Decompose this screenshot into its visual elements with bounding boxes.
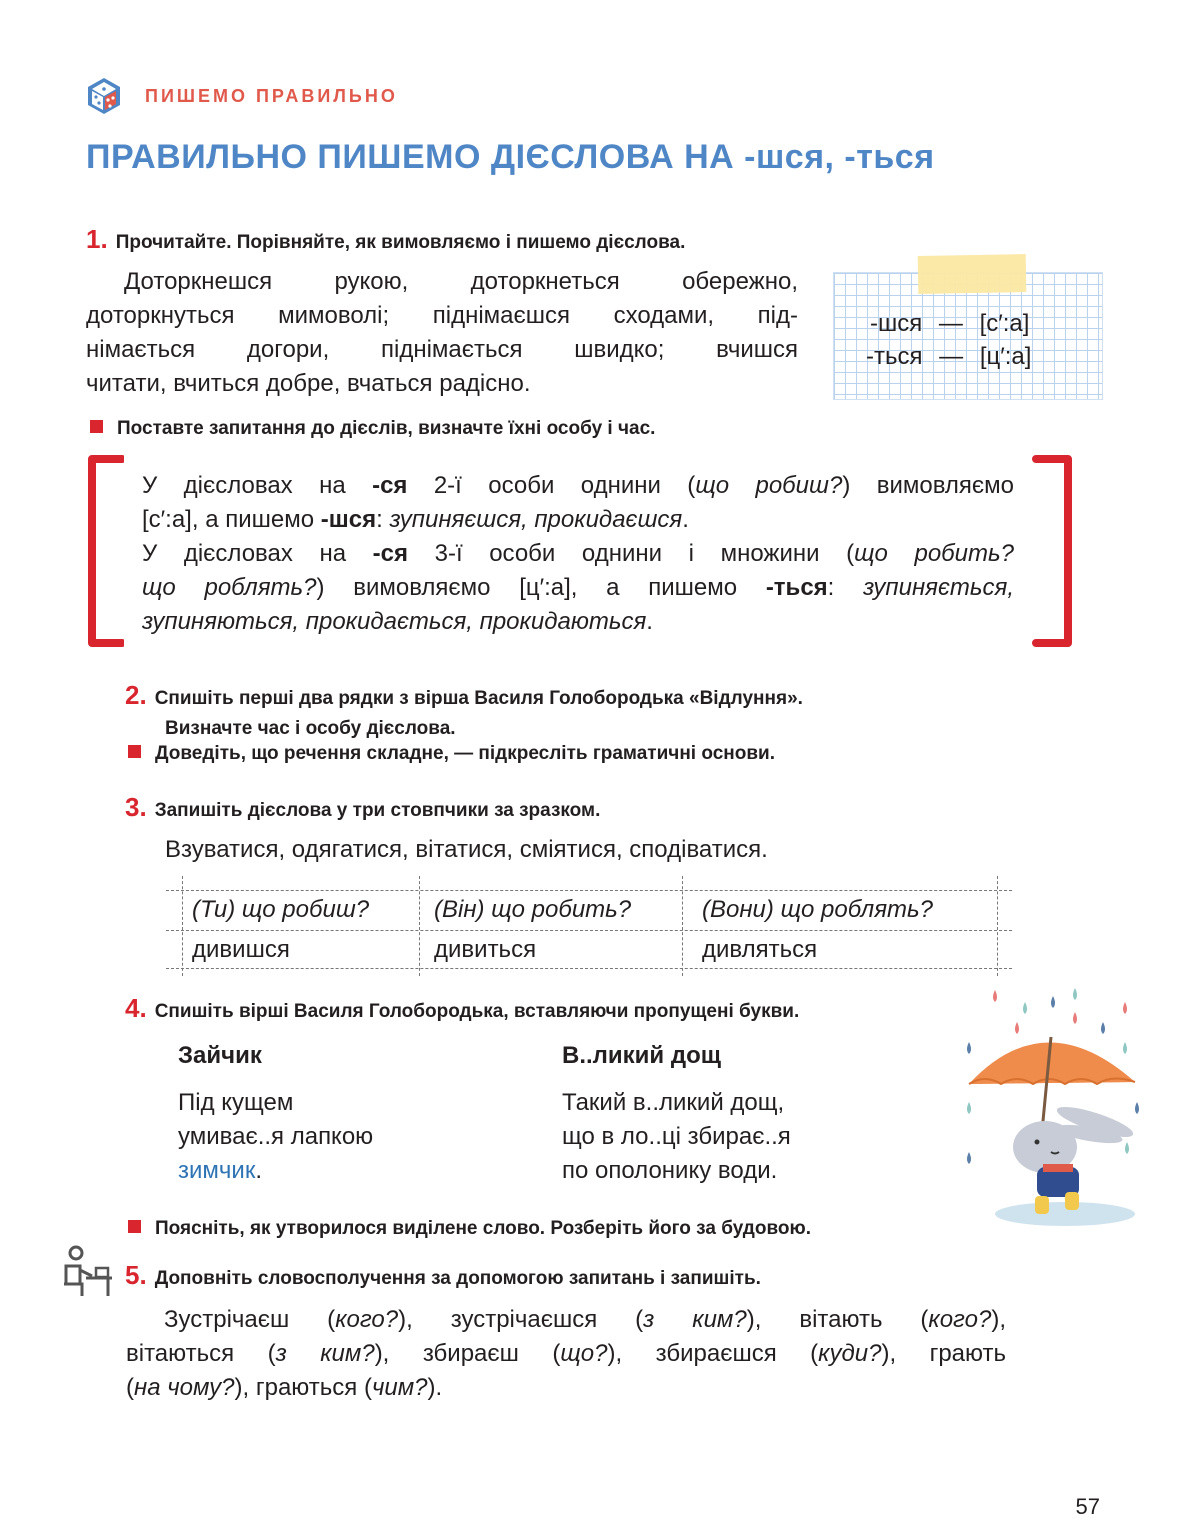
poem-line: умиває..я лапкою xyxy=(178,1123,374,1150)
rule-bracket-right xyxy=(1032,455,1074,647)
rule-fragment: . xyxy=(646,608,653,635)
text-fragment: ), збираєшся ( xyxy=(607,1340,819,1367)
subtask-text: Поясніть, як утворилося виділене слово. Розберіть його за будовою. xyxy=(155,1218,812,1239)
text-fragment: ). xyxy=(427,1374,443,1401)
table-line xyxy=(166,930,1012,931)
task-2-instruction xyxy=(125,680,803,744)
text-fragment: чим? xyxy=(371,1374,428,1401)
table-line xyxy=(182,876,183,976)
text-fragment: ), зустрічаєшся ( xyxy=(398,1306,644,1333)
task-3-words: Взуватися, одягатися, вітатися, сміятися, сподіватися. xyxy=(165,836,768,863)
rule-fragment: -ся xyxy=(372,472,408,499)
rule-text xyxy=(142,469,1014,639)
rule-fragment: -шся xyxy=(320,506,377,533)
rule-line xyxy=(142,469,1014,503)
task-number: 5. xyxy=(125,1260,147,1290)
text-line: Доторкнешся рукою, доторкнеться обережно, xyxy=(124,268,798,295)
task-number: 1. xyxy=(86,224,108,254)
rule-fragment: . xyxy=(682,506,689,533)
poem-zaichyk xyxy=(178,1042,373,1188)
note-dash: — xyxy=(938,310,963,337)
table-cell: дивляться xyxy=(702,936,818,963)
rule-fragment: що роблять? xyxy=(142,574,317,601)
text-fragment: на чому? xyxy=(134,1374,235,1401)
rule-fragment: [с′:а], а пишемо xyxy=(142,506,321,533)
task-1-text xyxy=(86,265,798,401)
table-cell: дивиться xyxy=(434,936,537,963)
rule-fragment: 2-ї особи однини ( xyxy=(407,472,696,499)
cube-icon xyxy=(84,76,124,116)
poem-title: Зайчик xyxy=(178,1042,262,1069)
table-line xyxy=(166,890,1012,891)
bullet-square-icon xyxy=(128,1220,141,1233)
table-cell: дивишся xyxy=(192,936,290,963)
note-sound: [ц′:а] xyxy=(979,343,1032,370)
text-fragment: ), граються ( xyxy=(234,1374,372,1401)
instruction-text: Запишіть дієслова у три стовпчики за зразком. xyxy=(154,800,601,821)
poem-fragment: . xyxy=(255,1157,262,1184)
student-at-desk-icon xyxy=(58,1244,114,1298)
rule-fragment: ) вимовляємо xyxy=(842,472,1015,499)
text-fragment: з ким? xyxy=(643,1306,747,1333)
text-fragment: кого? xyxy=(335,1306,399,1333)
task-number: 2. xyxy=(125,680,147,710)
rule-fragment: ) вимовляємо [ц′:а], а пишемо xyxy=(316,574,766,601)
poem-line: що в ло..ці збирає..я xyxy=(562,1123,791,1150)
bullet-square-icon xyxy=(128,745,141,758)
instruction-text: Прочитайте. Порівняйте, як вимовляємо і пишемо дієслова. xyxy=(115,232,686,253)
table-header-cell: (Він) що робить? xyxy=(434,896,632,923)
note-sound: [с′:а] xyxy=(979,310,1030,337)
rule-fragment: зупиняється, xyxy=(863,574,1014,601)
note-line-2 xyxy=(866,343,1031,371)
text-line: доторкнуться мимоволі; піднімаєшся сходами, під- xyxy=(86,302,798,329)
task-5-instruction xyxy=(125,1260,761,1291)
instruction-text: Визначте час і особу дієслова. xyxy=(165,718,456,739)
note-dash: — xyxy=(939,343,964,370)
text-fragment: ), вітають ( xyxy=(746,1306,929,1333)
poem-line: Такий в..ликий дощ, xyxy=(562,1089,785,1116)
bunny-umbrella-illustration xyxy=(955,982,1145,1232)
task-1-instruction xyxy=(86,224,685,255)
poem-line: Під кущем xyxy=(178,1089,294,1116)
rule-fragment: 3-ї особи однини і множини ( xyxy=(408,540,855,567)
text-line xyxy=(126,1371,1006,1405)
rule-fragment: У дієсловах на xyxy=(142,472,373,499)
rule-fragment: що робиш? xyxy=(695,472,843,499)
task-number: 3. xyxy=(125,792,147,822)
table-line xyxy=(682,876,683,976)
rule-line xyxy=(142,537,1014,571)
instruction-text: Доповніть словосполучення за допомогою запитань і запишіть. xyxy=(154,1268,761,1289)
tape-decoration xyxy=(918,254,1027,294)
text-line xyxy=(126,1337,1006,1371)
task-number: 4. xyxy=(125,993,147,1023)
bullet-square-icon xyxy=(90,420,103,433)
task-1-subtask xyxy=(90,418,655,440)
rule-fragment: -ться xyxy=(765,574,828,601)
table-line xyxy=(166,968,1012,969)
subtask-text: Поставте запитання до дієслів, визначте їхні особу і час. xyxy=(117,418,656,439)
text-fragment: ( xyxy=(126,1374,134,1401)
rule-fragment: зупиняються, прокидається, прокидаються xyxy=(142,608,647,635)
text-line xyxy=(126,1303,1006,1337)
task-3-instruction xyxy=(125,792,600,823)
task-2-subtask xyxy=(128,743,775,765)
text-line: читати, вчиться добре, вчаться радісно. xyxy=(86,370,531,397)
instruction-text: Спишіть вірші Василя Голобородька, вставляючи пропущені букви. xyxy=(154,1001,800,1022)
rule-fragment: зупиняєшся, прокидаєшся xyxy=(389,506,683,533)
rule-fragment: : xyxy=(827,574,864,601)
text-line: німається догори, піднімається швидко; вчишся xyxy=(86,336,798,363)
rule-line xyxy=(142,571,1014,605)
highlighted-word: зимчик xyxy=(178,1157,256,1184)
rule-fragment: У дієсловах на xyxy=(142,540,373,567)
text-fragment: з ким? xyxy=(275,1340,375,1367)
table-line xyxy=(997,876,998,976)
instruction-text: Спишіть перші два рядки з вірша Василя Голобородька «Відлуння». xyxy=(154,688,803,709)
rule-bracket-left xyxy=(86,455,124,647)
note-line-1 xyxy=(870,310,1029,338)
rule-fragment: що робить? xyxy=(854,540,1014,567)
poem-title: В..ликий дощ xyxy=(562,1042,721,1069)
task-4-instruction xyxy=(125,993,799,1024)
poem-line xyxy=(178,1154,373,1188)
page-number: 57 xyxy=(1075,1494,1100,1519)
text-fragment: куди? xyxy=(818,1340,882,1367)
rule-fragment: : xyxy=(376,506,390,533)
text-fragment: ), збираєш ( xyxy=(374,1340,561,1367)
rule-line xyxy=(142,503,1014,537)
text-fragment: кого? xyxy=(928,1306,992,1333)
text-fragment: ), xyxy=(991,1306,1006,1333)
poem-velykyi-doshch xyxy=(562,1042,791,1188)
note-suffix: -шся xyxy=(870,310,923,337)
note-suffix: -ться xyxy=(866,343,923,370)
table-line xyxy=(419,876,420,976)
table-header-cell: (Вони) що роблять? xyxy=(702,896,933,923)
verb-table xyxy=(166,876,1012,976)
task-4-subtask xyxy=(128,1218,811,1240)
rule-fragment: -ся xyxy=(372,540,409,567)
subtask-text: Доведіть, що речення складне, — підкресліть граматичні основи. xyxy=(155,743,775,764)
table-header-cell: (Ти) що робиш? xyxy=(192,896,370,923)
poem-line: по ополонику води. xyxy=(562,1157,778,1184)
text-fragment: ), грають xyxy=(881,1340,1006,1367)
text-fragment: вітаються ( xyxy=(126,1340,276,1367)
task-5-text xyxy=(126,1303,1006,1405)
text-fragment: Зустрічаєш ( xyxy=(164,1306,336,1333)
rule-line xyxy=(142,605,1014,639)
page-title: ПРАВИЛЬНО ПИШЕМО ДІЄСЛОВА НА -шся, -ться xyxy=(86,138,935,176)
text-fragment: що? xyxy=(560,1340,608,1367)
section-label: ПИШЕМО ПРАВИЛЬНО xyxy=(145,86,398,106)
